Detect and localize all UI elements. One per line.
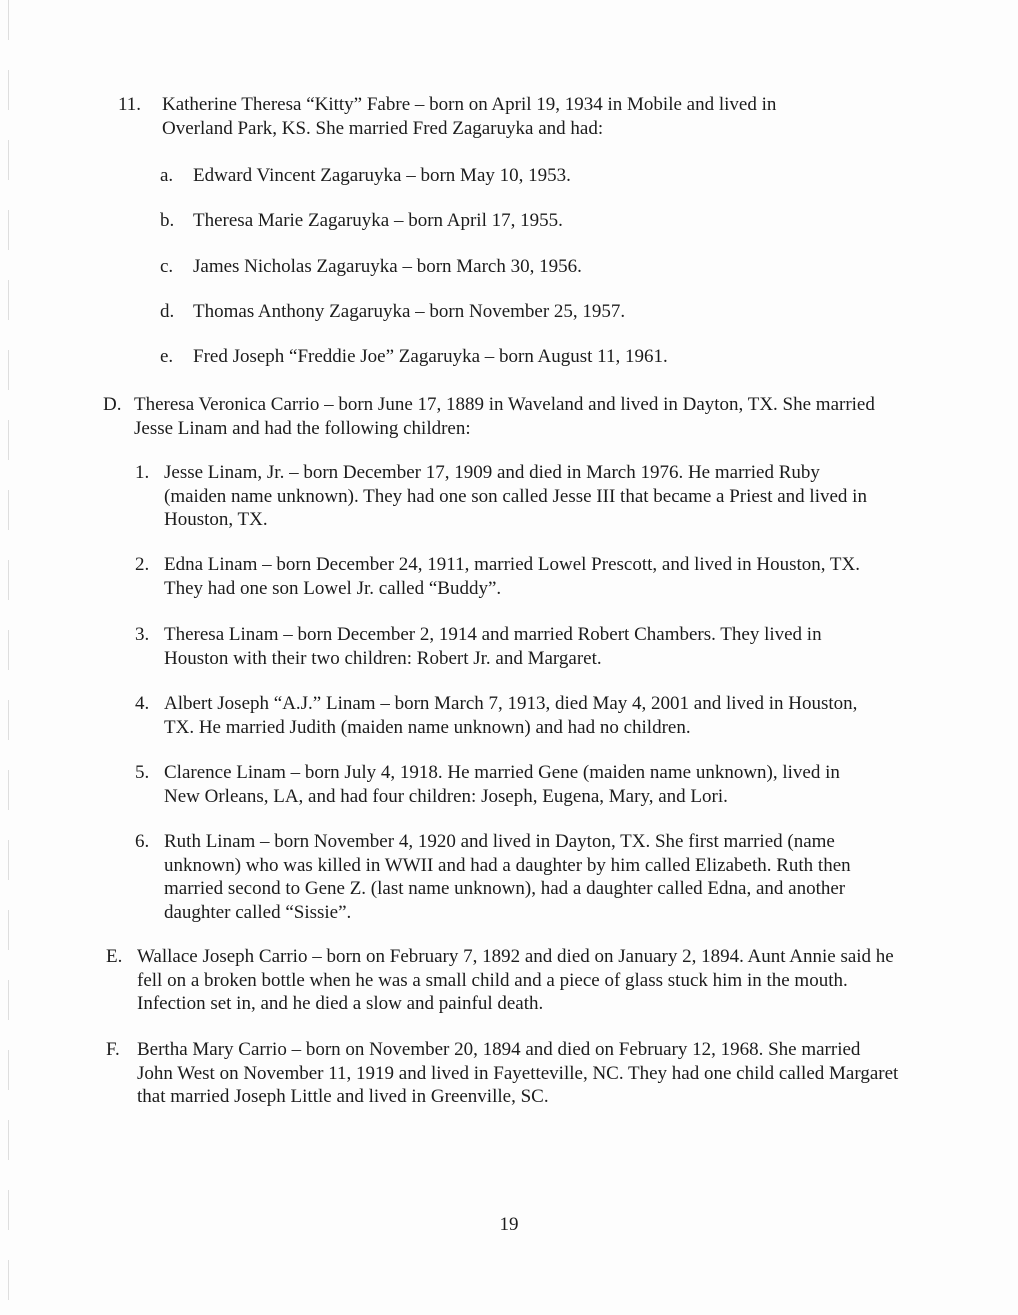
list-item — [160, 209, 840, 233]
entry-marker: 1. — [135, 462, 150, 483]
entry-marker: c. — [160, 256, 174, 277]
entry-marker: 5. — [135, 762, 150, 783]
list-item — [160, 300, 840, 324]
entry-marker: F. — [106, 1039, 120, 1060]
list-item — [135, 830, 880, 924]
entry-marker: d. — [160, 301, 175, 322]
entry-text: Theresa Linam – born December 2, 1914 and married Robert Chambers. They lived in Houston with their two children: Robert Jr. and Margaret. — [164, 624, 822, 669]
entry-text: Wallace Joseph Carrio – born on February 7, 1892 and died on January 2, 1894. Aunt Annie said he fell on a broken bottle when he was a small child and a piece of glass stuck him in the mouth. Infection set in, and he died a slow and painful death. — [137, 946, 894, 1014]
entry-text: Fred Joseph “Freddie Joe” Zagaruyka – born August 11, 1961. — [193, 346, 668, 367]
list-item — [160, 255, 840, 279]
entry-text: Theresa Marie Zagaruyka – born April 17, 1955. — [193, 210, 563, 231]
entry-marker: E. — [106, 946, 123, 967]
page-number: 19 — [499, 1214, 519, 1235]
entry-text: Theresa Veronica Carrio – born June 17, 1889 in Waveland and lived in Dayton, TX. She married Jesse Linam and had the following children: — [134, 394, 875, 439]
entry-text: Edward Vincent Zagaruyka – born May 10, 1953. — [193, 165, 571, 186]
entry-text: Katherine Theresa “Kitty” Fabre – born on April 19, 1934 in Mobile and lived in Overland Park, KS. She married Fred Zagaruyka and had: — [162, 94, 777, 139]
entry-marker: 2. — [135, 554, 150, 575]
list-item — [160, 345, 840, 369]
entry-marker: D. — [103, 394, 122, 415]
entry-text: Bertha Mary Carrio – born on November 20, 1894 and died on February 12, 1968. She married John West on November 11, 1919 and lived in Fayetteville, NC. They had one child called Margaret that married Joseph Little and lived in Greenville, SC. — [137, 1039, 899, 1107]
entry-marker: 11. — [118, 94, 142, 115]
list-item — [135, 461, 880, 532]
entry-marker: a. — [160, 165, 174, 186]
entry-bertha — [106, 1038, 901, 1109]
entry-marker: 4. — [135, 693, 150, 714]
list-item — [135, 623, 880, 670]
entry-text: Clarence Linam – born July 4, 1918. He married Gene (maiden name unknown), lived in New Orleans, LA, and had four children: Joseph, Eugena, Mary, and Lori. — [164, 762, 840, 807]
entry-text: James Nicholas Zagaruyka – born March 30, 1956. — [193, 256, 582, 277]
entry-theresa — [103, 393, 878, 440]
list-item — [135, 761, 880, 808]
entry-wallace — [106, 945, 901, 1016]
list-item — [135, 553, 880, 600]
entry-text: Albert Joseph “A.J.” Linam – born March 7, 1913, died May 4, 2001 and lived in Houston, TX. He married Judith (maiden name unknown) and had no children. — [164, 693, 858, 738]
scan-edge-artifact — [8, 0, 9, 1315]
list-item — [160, 164, 840, 188]
entry-text: Thomas Anthony Zagaruyka – born November 25, 1957. — [193, 301, 626, 322]
entry-text: Jesse Linam, Jr. – born December 17, 1909 and died in March 1976. He married Ruby (maiden name unknown). They had one son called Jesse III that became a Priest and lived in Houston, TX. — [164, 462, 867, 530]
entry-text: Ruth Linam – born November 4, 1920 and lived in Dayton, TX. She first married (name unknown) who was killed in WWII and had a daughter by him called Elizabeth. Ruth then married second to Gene Z. (last name unknown), had a daughter called Edna, and another daughter called “Sissie”. — [164, 831, 851, 923]
entry-marker: 6. — [135, 831, 150, 852]
entry-kitty — [118, 93, 838, 140]
entry-marker: e. — [160, 346, 174, 367]
entry-marker: b. — [160, 210, 175, 231]
entry-marker: 3. — [135, 624, 150, 645]
list-item — [135, 692, 880, 739]
entry-text: Edna Linam – born December 24, 1911, married Lowel Prescott, and lived in Houston, TX. They had one son Lowel Jr. called “Buddy”. — [164, 554, 860, 599]
